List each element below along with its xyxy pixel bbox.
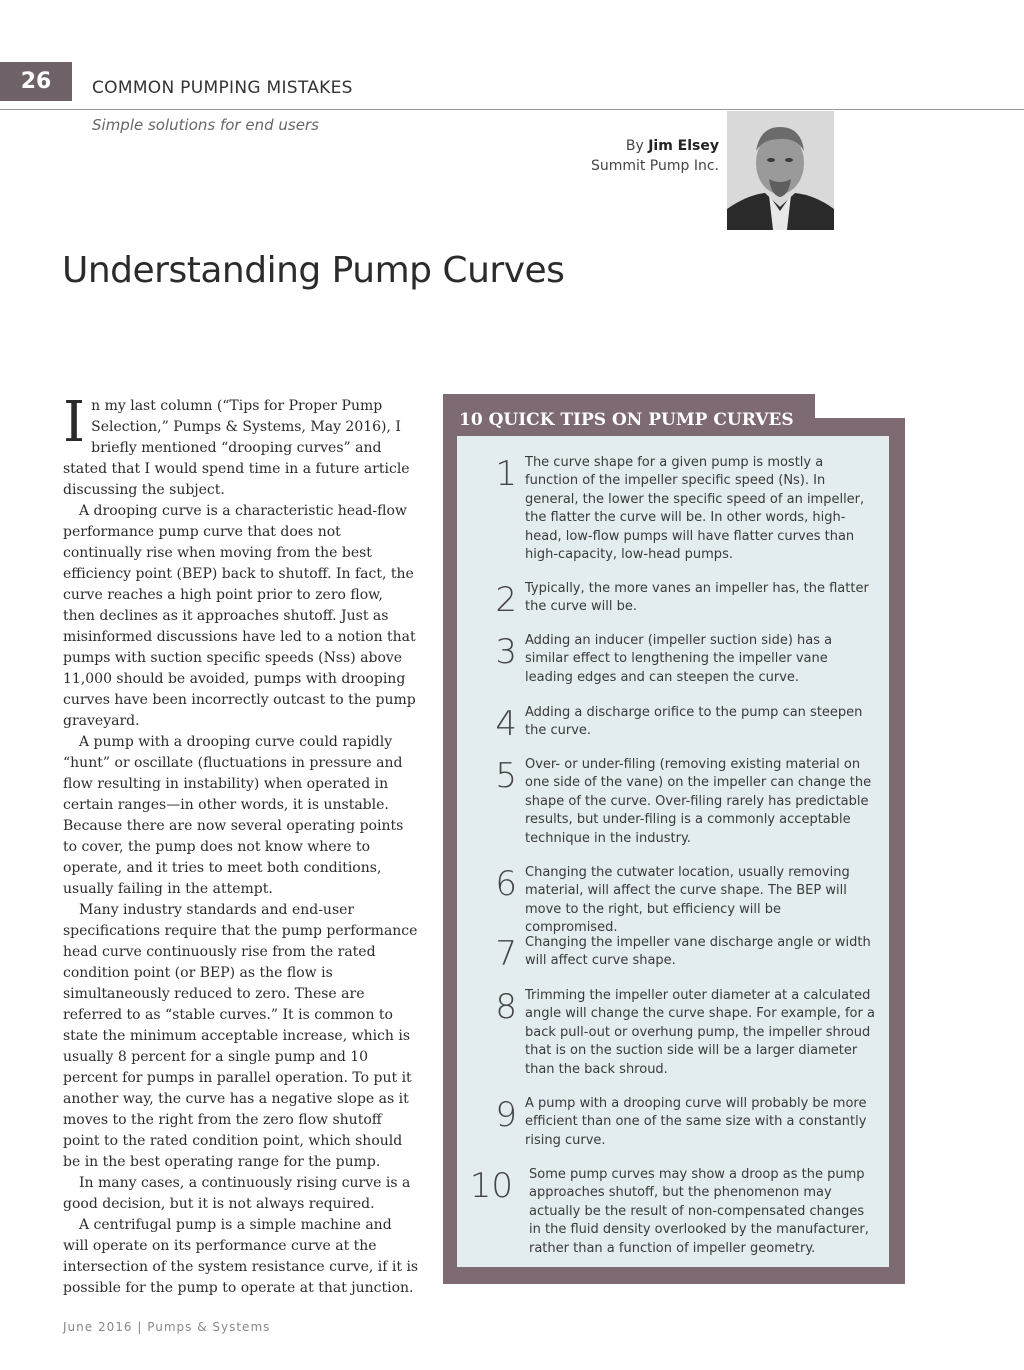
tip-number: 3 — [495, 632, 517, 672]
tip-text: Over- or under-filing (removing existing material on one side of the vane) on the impeller can change the shape of the curve. Over-filing rarely has predictable results, but under-filing is a commonly acceptable technique in the industry. — [525, 757, 872, 846]
tips-heading: 10 QUICK TIPS ON PUMP CURVES — [443, 394, 815, 446]
drop-cap: I — [63, 390, 86, 455]
first-paragraph-text: n my last column (“Tips for Proper Pump Selection,” Pumps & Systems, May 2016), I briefly mentioned “drooping curves” and stated that I would spend time in a future article discussing the subject. — [63, 398, 410, 498]
article-body — [63, 390, 419, 1299]
article-paragraph: A drooping curve is a characteristic head-flow performance pump curve that does not continually rise when moving from the best efficiency point (BEP) back to shutoff. In fact, the curve reaches a high point prior to zero flow, then declines as it approaches shutoff. Just as misinformed discussions have led to a notion that pumps with suction specific speeds (Nss) above 11,000 should be avoided, pumps with drooping curves have been incorrectly outcast to the pump graveyard. — [63, 503, 416, 729]
tip-number: 10 — [469, 1166, 513, 1206]
tips-sidebar — [457, 436, 889, 1267]
article-paragraph: Many industry standards and end-user specifications require that the pump performance head curve continuously rise from the rated condition point (or BEP) as the flow is simultaneously reduced to zero. These are referred to as “stable curves.” It is common to state the minimum acceptable increase, which is usually 8 percent for a single pump and 10 percent for pumps in parallel operation. To put it another way, the curve has a negative slope as it moves to the right from the zero flow shutoff point to the rated condition point, which should be in the best operating range for the pump. — [63, 902, 418, 1170]
footer-separator: | — [137, 1320, 143, 1334]
author-name: Jim Elsey — [648, 138, 719, 154]
tip-text: The curve shape for a given pump is mostly a function of the impeller specific speed (Ns). In general, the lower the specific speed of an impeller, the flatter the curve will be. In other words, high-head, low-flow pumps will have flatter curves than high-capacity, low-head pumps. — [525, 455, 865, 563]
article-paragraph — [63, 390, 419, 501]
tip-text: Adding a discharge orifice to the pump can steepen the curve. — [525, 705, 863, 739]
page-number: 26 — [0, 62, 72, 101]
tip-number: 7 — [495, 934, 517, 974]
section-title: COMMON PUMPING MISTAKES — [92, 78, 353, 98]
column-subtitle: Simple solutions for end users — [92, 116, 319, 134]
tip-text: Adding an inducer (impeller suction side) has a similar effect to lengthening the impeller vane leading edges and can steepen the curve. — [525, 633, 833, 685]
tip-number: 6 — [495, 864, 517, 904]
header-divider — [0, 109, 1024, 110]
article-paragraph: A pump with a drooping curve could rapidly “hunt” or oscillate (fluctuations in pressure and flow resulting in instability) when operated in certain ranges—in other words, it is unstable. Because there are now several operating points to cover, the pump does not know where to operate, and it tries to meet both conditions, usually failing in the attempt. — [63, 734, 404, 897]
byline — [591, 136, 719, 176]
author-portrait-image — [727, 111, 834, 230]
footer-publication: Pumps & Systems — [147, 1320, 271, 1334]
tip-number: 9 — [495, 1095, 517, 1135]
tip-number: 4 — [495, 704, 517, 744]
tip-text: Some pump curves may show a droop as the pump approaches shutoff, but the phenomenon may actually be the result of non-compensated changes in the fluid density overlooked by the manufacturer, rather than a function of impeller geometry. — [529, 1167, 869, 1256]
tip-number: 2 — [495, 580, 517, 620]
byline-prefix: By — [625, 138, 644, 154]
tip-text: Changing the cutwater location, usually removing material, will affect the curve shape. The BEP will move to the right, but efficiency will be compromised. — [525, 865, 850, 936]
tip-text: Typically, the more vanes an impeller has, the flatter the curve will be. — [525, 581, 869, 615]
tip-number: 5 — [495, 756, 517, 796]
tip-number: 8 — [495, 987, 517, 1027]
page-footer — [63, 1320, 270, 1334]
article-title: Understanding Pump Curves — [62, 250, 565, 291]
footer-date: June 2016 — [63, 1320, 133, 1334]
tip-text: Trimming the impeller outer diameter at a calculated angle will change the curve shape. For example, for a back pull-out or overhung pump, the impeller shroud that is on the suction side will be a larger diameter than the back shroud. — [525, 988, 875, 1077]
tip-text: Changing the impeller vane discharge angle or width will affect curve shape. — [525, 935, 871, 969]
tip-text: A pump with a drooping curve will probably be more efficient than one of the same size with a constantly rising curve. — [525, 1096, 867, 1148]
tip-number: 1 — [495, 454, 517, 494]
author-photo — [727, 111, 834, 230]
article-paragraph: A centrifugal pump is a simple machine and will operate on its performance curve at the intersection of the system resistance curve, if it is possible for the pump to operate at that junction. — [63, 1217, 419, 1296]
article-paragraph: In many cases, a continuously rising curve is a good decision, but it is not always required. — [63, 1175, 411, 1212]
author-company: Summit Pump Inc. — [590, 158, 719, 174]
